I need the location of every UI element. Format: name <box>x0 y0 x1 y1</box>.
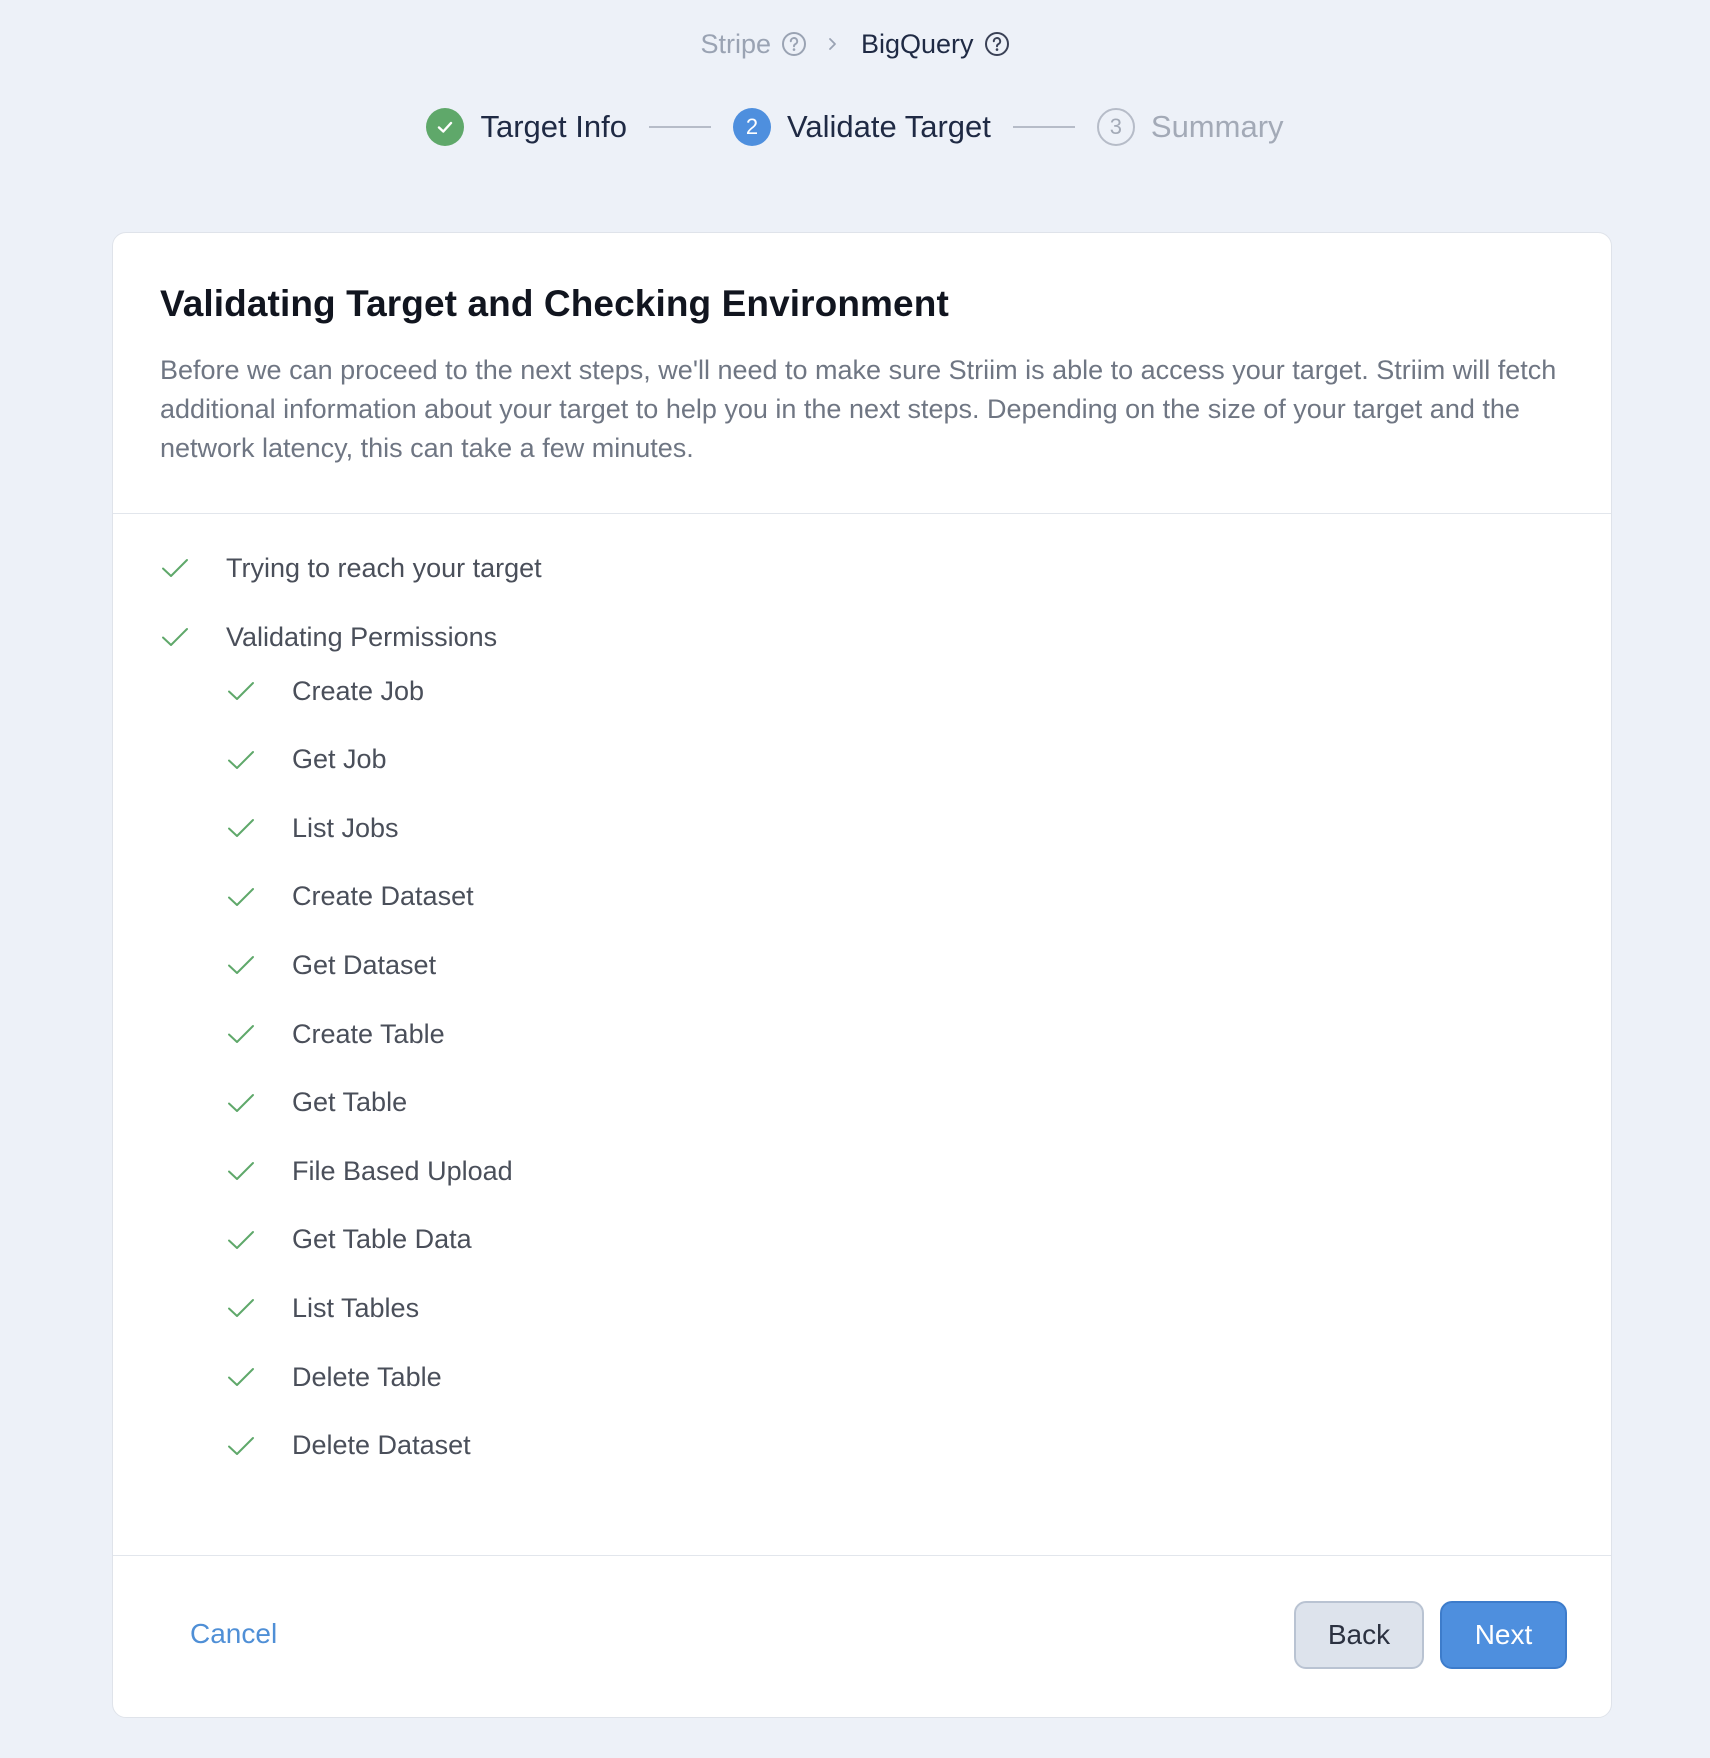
step-connector <box>1013 126 1075 128</box>
permission-item <box>226 1426 471 1466</box>
permission-item <box>226 877 474 917</box>
chevron-right-icon <box>825 37 839 51</box>
breadcrumb <box>0 26 1710 62</box>
cancel-button[interactable]: Cancel <box>190 1618 278 1649</box>
step-label: Summary <box>1150 109 1284 144</box>
stepper <box>0 108 1710 146</box>
permission-item <box>226 945 436 985</box>
permission-item-label: Delete Table <box>292 1361 442 1392</box>
help-circle-icon[interactable] <box>781 31 807 57</box>
permission-item-label: File Based Upload <box>292 1155 513 1186</box>
card-title: Validating Target and Checking Environment <box>160 283 949 324</box>
check-icon <box>226 676 256 706</box>
permission-item <box>226 1288 419 1328</box>
step-number: 2 <box>733 108 771 146</box>
check-icon <box>226 1431 256 1461</box>
breadcrumb-target-label: BigQuery <box>860 28 974 59</box>
permission-item <box>226 740 387 780</box>
card-description: Before we can proceed to the next steps, we'll need to make sure Striim is able to access your target. Striim will fetch additional information about your target to help you in the next steps. Depending on the size of your target and the network latency, this can take a few minutes. <box>160 355 1557 463</box>
permission-item-label: List Tables <box>292 1292 420 1323</box>
check-icon <box>226 1362 256 1392</box>
check-icon <box>226 813 256 843</box>
step-complete-icon <box>426 108 464 146</box>
breadcrumb-source <box>700 29 807 60</box>
step-label: Validate Target <box>786 109 991 144</box>
card-header <box>113 233 1611 514</box>
permission-item-label: Delete Dataset <box>292 1430 471 1461</box>
check-icon <box>226 745 256 775</box>
check-icon <box>226 1293 256 1323</box>
check-item-validating-permissions <box>160 617 497 657</box>
check-icon <box>226 882 256 912</box>
back-button[interactable]: Back <box>1294 1601 1424 1669</box>
check-icon <box>160 553 190 583</box>
help-circle-icon[interactable] <box>984 31 1010 57</box>
step-target-info <box>426 108 626 146</box>
check-icon <box>226 1156 256 1186</box>
permission-item-label: Get Table Data <box>292 1224 472 1255</box>
check-item-label: Trying to reach your target <box>226 552 542 583</box>
permission-item-label: Get Job <box>292 744 387 775</box>
breadcrumb-source-label: Stripe <box>700 28 771 59</box>
check-icon <box>226 1019 256 1049</box>
validation-card <box>112 232 1612 1718</box>
check-icon <box>226 950 256 980</box>
check-icon <box>226 1088 256 1118</box>
permission-item-label: Create Dataset <box>292 881 474 912</box>
check-icon <box>160 622 190 652</box>
check-icon <box>226 1225 256 1255</box>
breadcrumb-target <box>861 29 1010 60</box>
permission-item <box>226 1151 513 1191</box>
permission-item <box>226 1220 472 1260</box>
permission-item <box>226 671 424 711</box>
permission-item-label: Get Table <box>292 1087 408 1118</box>
check-item-label: Validating Permissions <box>226 621 498 652</box>
permission-item-label: Get Dataset <box>292 949 437 980</box>
check-icon <box>434 116 456 138</box>
permission-item <box>226 1083 407 1123</box>
permission-item <box>226 1357 442 1397</box>
permission-item-label: Create Table <box>292 1018 445 1049</box>
permission-item-label: Create Job <box>292 675 425 706</box>
step-number: 3 <box>1097 108 1135 146</box>
permission-item <box>226 808 399 848</box>
step-validate-target <box>733 108 991 146</box>
check-item-reach-target <box>160 548 542 588</box>
permission-item-label: List Jobs <box>292 812 399 843</box>
step-label: Target Info <box>480 109 627 144</box>
step-connector <box>649 126 711 128</box>
card-footer <box>113 1555 1611 1718</box>
permission-item <box>226 1014 445 1054</box>
step-summary <box>1097 108 1284 146</box>
next-button[interactable]: Next <box>1440 1601 1567 1669</box>
